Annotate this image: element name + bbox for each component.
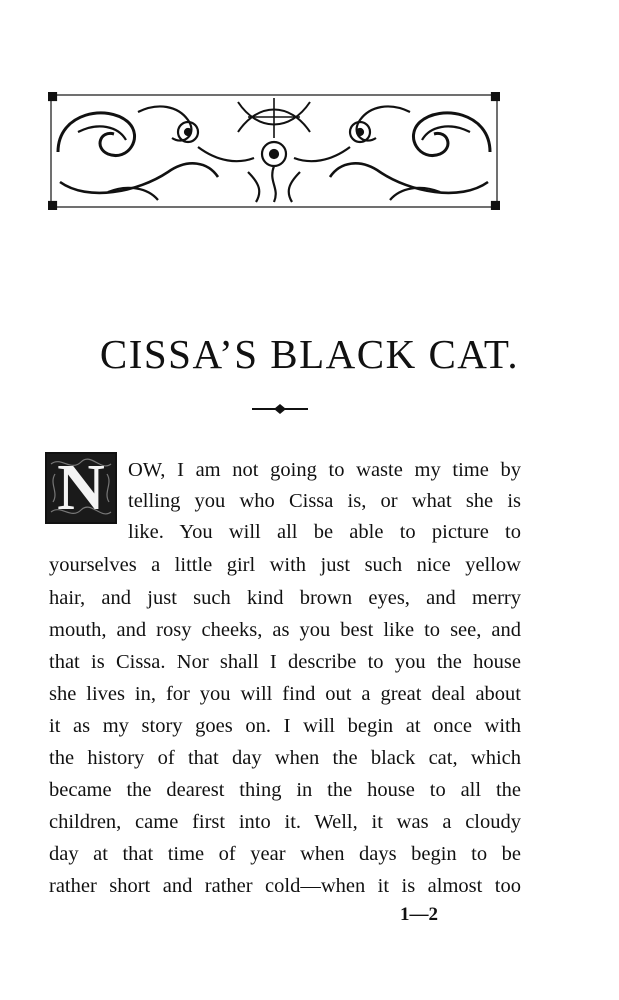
text-line: mouth, and rosy cheeks, as you best like to see, and [49, 619, 521, 641]
text-line: OW, I am not going to waste my time by [128, 459, 521, 481]
floral-headpiece-ornament [48, 92, 500, 210]
text-line: like. You will all be able to picture to [128, 521, 521, 543]
text-line: day at that time of year when days begin to be [49, 843, 521, 865]
signature-mark: 1—2 [400, 904, 438, 925]
ornamental-initial-n [45, 452, 117, 524]
text-line: the history of that day when the black cat, which [49, 747, 521, 769]
dropcap-letter: N [57, 452, 105, 524]
text-line: yourselves a little girl with just such nice yellow [49, 554, 521, 576]
text-line: she lives in, for you will find out a great deal about [49, 683, 521, 705]
text-line: rather short and rather cold—when it is almost too [49, 875, 521, 897]
text-line: it as my story goes on. I will begin at once with [49, 715, 521, 737]
text-line: children, came first into it. Well, it was a cloudy [49, 811, 521, 833]
text-line: that is Cissa. Nor shall I describe to you the house [49, 651, 521, 673]
diamond-rule-ornament [252, 403, 308, 415]
text-line: became the dearest thing in the house to all the [49, 779, 521, 801]
text-line: telling you who Cissa is, or what she is [128, 490, 521, 512]
text-line: hair, and just such kind brown eyes, and merry [49, 587, 521, 609]
chapter-title: CISSA’S BLACK CAT. [99, 331, 520, 377]
